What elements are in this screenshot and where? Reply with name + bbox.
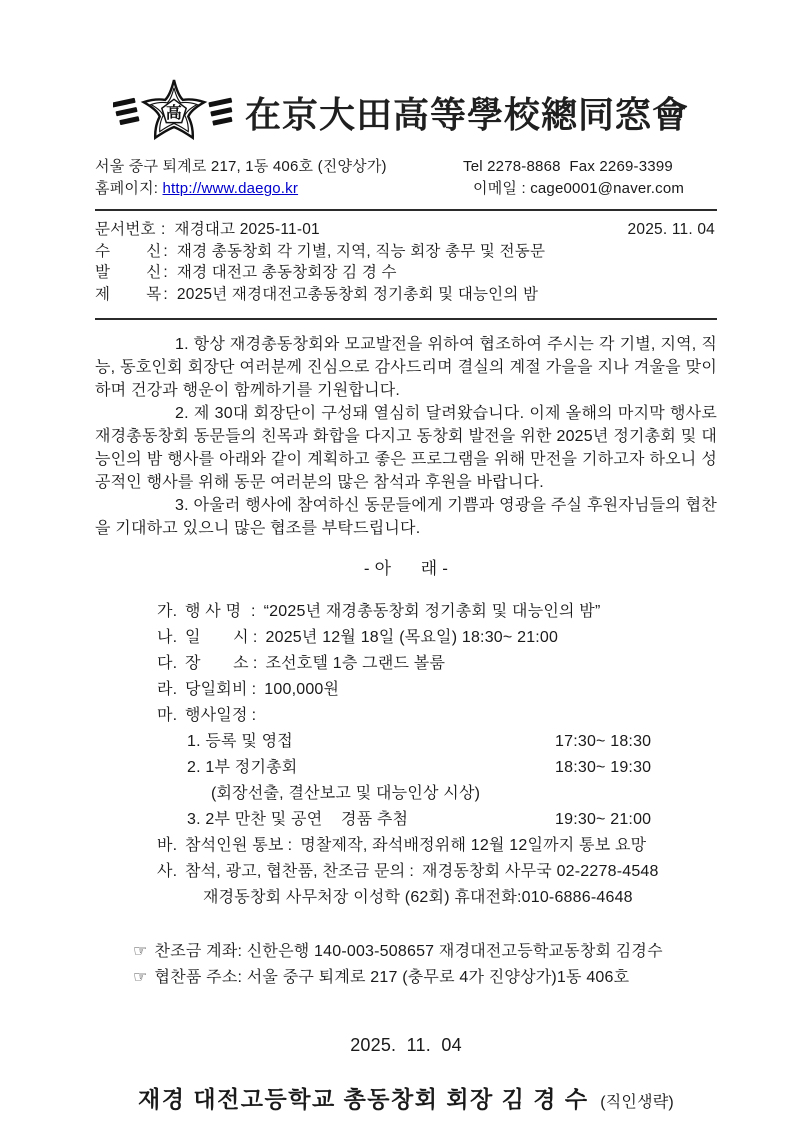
signature-name: 재경 대전고등학교 총동창회 회장 김 경 수	[138, 1086, 589, 1112]
schedule-row: 1. 등록 및 영접 17:30~ 18:30	[187, 730, 717, 753]
speed-lines-right-icon	[208, 98, 235, 126]
footnotes	[133, 939, 717, 991]
event-schedule	[187, 730, 717, 831]
body-paragraph: 1. 항상 재경총동창회와 모교발전을 위하여 협조하여 주시는 각 기별, 지역, 직능, 동호인회 회장단 여러분께 진심으로 감사드리며 결실의 계절 가을을 지나 겨울을 맞이하며 건강과 행운이 함께하기를 기원합니다.	[95, 336, 717, 399]
speed-lines-left-icon	[113, 98, 140, 126]
detail-item-event-name: 가. 행 사 명 : “2025년 재경총동창회 정기총회 및 대능인의 밤”	[157, 603, 601, 620]
schedule-row: 2. 1부 정기총회 18:30~ 19:30	[187, 756, 717, 779]
recipient-value: 재경 총동창회 각 기별, 지역, 직능 회장 총무 및 전동문	[176, 242, 546, 260]
note-item-gift-address: ☞ 협찬품 주소: 서울 중구 퇴계로 217 (충무로 4가 진양상가)1동 406호	[133, 969, 630, 986]
doc-number-row: 문서번호 : 재경대고 2025-11-01 2025. 11. 04	[95, 219, 715, 241]
homepage-link[interactable]: http://www.daego.kr	[162, 180, 299, 197]
doc-number-label: 문서번호	[95, 221, 156, 238]
letterhead	[95, 72, 717, 200]
body-paragraph: 2. 제 30대 회장단이 구성돼 열심히 달려왔습니다. 이제 올해의 마지막 행사로 재경총동창회 동문들의 친목과 화합을 다지고 동창회 발전을 위한 2025년 정기총회 및 대능인의 밤 행사를 아래와 같이 계획하고 좋은 프로그램을 위해 만전을 기하고자 하오니 성공적인 행사를 위해 동문 여러분의 많은 참석과 후원을 바랍니다.	[95, 405, 717, 491]
doc-number-value: 재경대고 2025-11-01	[174, 221, 320, 238]
detail-item-inquiry: 사. 참석, 광고, 협찬품, 찬조금 문의 : 재경동창회 사무국 02-2278-4548	[157, 863, 659, 880]
detail-item-venue: 다. 장 소 : 조선호텔 1층 그랜드 볼룸	[157, 655, 446, 672]
note-item-donation-account: ☞ 찬조금 계좌: 신한은행 140-003-508657 재경대전고등학교동창회 김경수	[133, 943, 663, 960]
homepage-label: 홈페이지:	[95, 180, 159, 197]
schedule-time: 17:30~ 18:30	[555, 733, 652, 750]
org-address: 서울 중구 퇴계로 217, 1동 406호 (진양상가)	[95, 158, 387, 175]
pointing-hand-icon: ☞	[133, 969, 148, 986]
recipient-row: 수 신 : 재경 총동창회 각 기별, 지역, 직능 회장 총무 및 전동문	[95, 241, 715, 263]
letter-body	[95, 333, 717, 540]
event-details	[157, 600, 717, 909]
sender-row: 발 신 : 재경 대전고 총동창회장 김 경 수	[95, 262, 715, 284]
below-divider-label: - 아 래 -	[363, 559, 449, 578]
schedule-time: 19:30~ 21:00	[555, 811, 652, 828]
detail-item-inquiry-contact: 재경동창회 사무처장 이성학 (62회) 휴대전화:010-6886-4648	[203, 889, 633, 906]
signature-line	[95, 1081, 717, 1114]
school-emblem-logo	[113, 72, 235, 152]
detail-item-fee: 라. 당일회비 : 100,000원	[157, 681, 340, 698]
recipient-label: 수 신	[95, 242, 162, 260]
brand-row	[113, 72, 717, 152]
seal-note: (직인생략)	[600, 1094, 674, 1111]
letter-footer	[95, 1035, 717, 1114]
contact-block	[95, 156, 717, 200]
schedule-row: 3. 2부 만찬 및 공연 경품 추첨 19:30~ 21:00	[187, 808, 717, 831]
footer-date: 2025. 11. 04	[350, 1035, 462, 1055]
emblem-character: 高	[165, 105, 183, 123]
email-label: 이메일 :	[473, 180, 526, 197]
sender-value: 재경 대전고 총동창회장 김 경 수	[176, 264, 397, 281]
tel-fax-line: Tel 2278-8868 Fax 2269-3399	[463, 158, 673, 175]
detail-item-headcount-notice: 바. 참석인원 통보 : 명찰제작, 좌석배정위해 12월 12일까지 통보 요망	[157, 837, 647, 854]
detail-item-schedule-header: 마. 행사일정 :	[157, 707, 257, 724]
schedule-note-row: (회장선출, 결산보고 및 대능인상 시상)	[211, 785, 481, 802]
subject-row: 제 목 : 2025년 재경대전고총동창회 정기총회 및 대능인의 밤	[95, 284, 715, 306]
document-info	[95, 211, 717, 309]
subject-label: 제 목	[95, 285, 162, 303]
divider-rule-bottom	[95, 318, 717, 320]
subject-value: 2025년 재경대전고총동창회 정기총회 및 대능인의 밤	[176, 285, 539, 303]
org-title: 在京大田高等學校總同窓會	[245, 94, 690, 135]
doc-date: 2025. 11. 04	[627, 221, 715, 238]
detail-item-datetime: 나. 일 시 : 2025년 12월 18일 (목요일) 18:30~ 21:00	[157, 629, 559, 646]
email-value: cage0001@naver.com	[530, 180, 685, 197]
pointing-hand-icon: ☞	[133, 943, 148, 960]
sender-label: 발 신	[95, 264, 162, 281]
schedule-time: 18:30~ 19:30	[555, 759, 652, 776]
body-paragraph: 3. 아울러 행사에 참여하신 동문들에게 기쁨과 영광을 주실 후원자님들의 협찬을 기대하고 있으니 많은 협조를 부탁드립니다.	[95, 497, 717, 537]
